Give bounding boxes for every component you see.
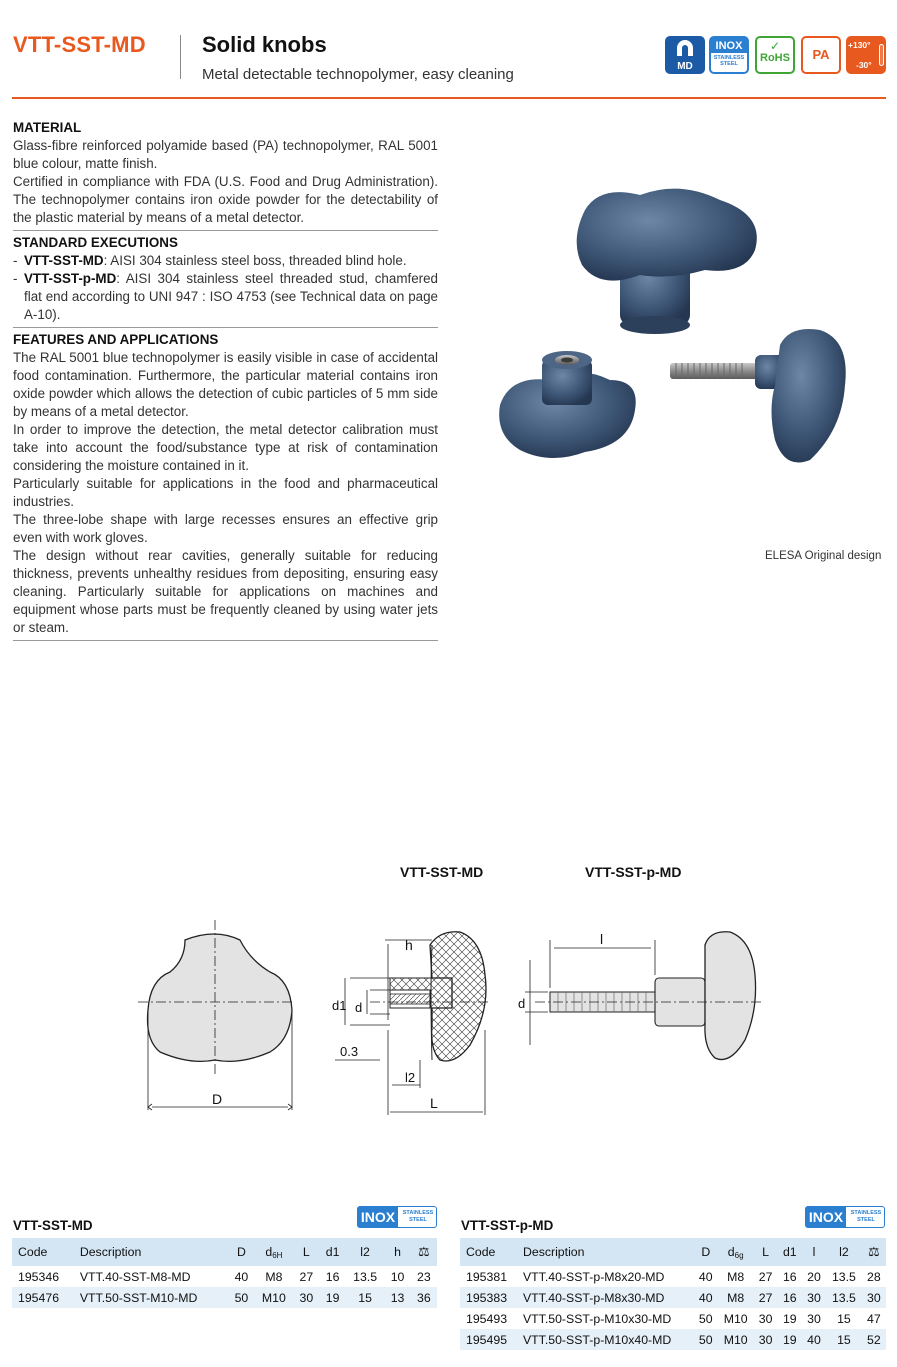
col-d: $d_{6H}$ — [255, 1238, 294, 1266]
table1-title: VTT-SST-MD — [13, 1218, 93, 1233]
col-L: L — [753, 1238, 777, 1266]
header-rule — [12, 97, 886, 99]
cell: 50 — [228, 1287, 254, 1308]
pa-badge: PA — [801, 36, 841, 74]
features-paragraph: In order to improve the detection, the metal detector calibration must take into account the food/substance type at risk of contamination considering the moisture contained in it. — [13, 422, 438, 473]
checkmark-icon: ✓ — [769, 39, 781, 53]
cell: VTT.40-SST-M8-MD — [79, 1269, 191, 1284]
table-header-row — [12, 1238, 437, 1266]
cell: VTT.40-SST-p-M8x20-MD — [522, 1269, 665, 1284]
description-column — [13, 119, 438, 644]
magnet-icon — [665, 36, 705, 62]
features-paragraph: The design without rear cavities, generally suitable for reducing thickness, prevents unhealthy residues from depositing, ensuring easy cleaning. Particularly suitable for applications on machines and equipment whose parts must be frequently cleaned by using water jets or steam. — [13, 548, 438, 635]
col-code: Code — [12, 1238, 74, 1266]
front-view — [148, 934, 293, 1061]
drawing-label-standard: VTT-SST-MD — [400, 864, 484, 880]
material-paragraph: Glass-fibre reinforced polyamide based (PA) technopolymer, RAL 5001 blue colour, matte finish. — [13, 138, 438, 171]
cell: 36 — [411, 1287, 437, 1308]
inox-badge — [709, 36, 749, 74]
col-weight — [411, 1238, 437, 1266]
cell: M10 — [723, 1311, 748, 1326]
cell: 195383 — [460, 1287, 517, 1308]
col-l2: l2 — [826, 1238, 862, 1266]
cell: M8 — [265, 1269, 283, 1284]
cell: 19 — [782, 1311, 797, 1326]
cell: M8 — [727, 1269, 745, 1284]
cell: 195493 — [466, 1311, 508, 1326]
col-code: Code — [460, 1238, 517, 1266]
cell: 13.5 — [826, 1287, 862, 1308]
col-L: L — [293, 1238, 319, 1266]
cell: 13 — [384, 1287, 410, 1308]
col-d1: d1 — [778, 1238, 802, 1266]
cell: M8 — [718, 1287, 754, 1308]
table-row — [460, 1287, 886, 1308]
scale-icon: ⚖ — [418, 1244, 430, 1259]
cell: 27 — [758, 1269, 773, 1284]
dim-D: D — [212, 1091, 223, 1107]
cell: 19 — [319, 1287, 345, 1308]
rohs-badge — [755, 36, 795, 74]
execution-text: : AISI 304 stainless steel boss, threaded blind hole. — [103, 253, 407, 268]
page-subtitle: Metal detectable technopolymer, easy cleaning — [202, 66, 514, 83]
features-paragraph: The three-lobe shape with large recesses ensures an effective grip even with work gloves. — [13, 512, 438, 545]
cell: 19 — [778, 1329, 802, 1350]
cell: VTT.50-SST-p-M10x40-MD — [517, 1329, 694, 1350]
material-heading: MATERIAL — [13, 120, 82, 135]
cell: 195476 — [12, 1287, 74, 1308]
features-paragraph: The RAL 5001 blue technopolymer is easily visible in case of accidental food contamination. Furthermore, the particular material contains iron oxide powder which allows the detection of cubic particles of 5 mm side by means of a metal detector. — [13, 350, 438, 419]
col-l2: l2 — [346, 1238, 385, 1266]
stud-side-view — [550, 932, 756, 1060]
design-credit: ELESA Original design — [765, 550, 882, 562]
table2-inox-badge — [805, 1206, 885, 1228]
cell: 16 — [778, 1287, 802, 1308]
cell: 27 — [299, 1269, 314, 1284]
col-description: Description — [517, 1238, 694, 1266]
cell: 20 — [807, 1269, 821, 1284]
cell: 16 — [782, 1269, 797, 1284]
table2-title: VTT-SST-p-MD — [461, 1218, 554, 1233]
md-label: MD — [677, 61, 693, 72]
cell: 16 — [325, 1269, 340, 1284]
cell: 47 — [867, 1311, 881, 1326]
cell: 30 — [753, 1329, 777, 1350]
inox-label: INOX — [711, 38, 747, 53]
cell: 30 — [802, 1287, 826, 1308]
dim-l2: l2 — [405, 1070, 416, 1085]
knob-boss — [499, 351, 636, 458]
col-D: D — [228, 1238, 254, 1266]
col-weight — [862, 1238, 886, 1266]
features-paragraph: Particularly suitable for applications in the food and pharmaceutical industries. — [13, 476, 438, 509]
list-item: - VTT-SST-MD: AISI 304 stainless steel boss, threaded blind hole. — [13, 253, 407, 268]
cell: VTT.50-SST-p-M10x30-MD — [522, 1311, 672, 1326]
inox-sub-label: STAINLESS STEEL — [850, 1210, 882, 1223]
cell: 195346 — [18, 1269, 60, 1284]
cell: 30 — [293, 1287, 319, 1308]
inox-sub-label: STAINLESS STEEL — [402, 1210, 434, 1223]
execution-code: VTT-SST-p-MD — [24, 271, 117, 286]
cell: 10 — [390, 1269, 405, 1284]
material-section — [13, 119, 438, 231]
cell: 13.5 — [353, 1269, 378, 1284]
material-paragraph: Certified in compliance with FDA (U.S. Food and Drug Administration). The technopolymer contains iron oxide powder for the detectability of the plastic material by means of a metal detector. — [13, 174, 438, 225]
col-l: l — [802, 1238, 826, 1266]
cell: M10 — [255, 1287, 294, 1308]
header-separator — [180, 35, 181, 79]
standard-executions-heading: STANDARD EXECUTIONS — [13, 235, 178, 250]
dim-l: l — [600, 931, 604, 947]
table-row — [460, 1308, 886, 1329]
cell: 50 — [698, 1311, 713, 1326]
execution-code: VTT-SST-MD — [24, 253, 104, 268]
inox-label: INOX — [358, 1207, 398, 1227]
cell: 27 — [753, 1287, 777, 1308]
cell: 40 — [698, 1269, 713, 1284]
cell: 15 — [346, 1287, 385, 1308]
cell: 52 — [862, 1329, 886, 1350]
inox-label: INOX — [806, 1207, 846, 1227]
technical-drawing — [130, 900, 780, 1130]
features-section — [13, 331, 438, 641]
cell: 15 — [837, 1311, 851, 1326]
cell: 23 — [417, 1269, 431, 1284]
scale-icon: ⚖ — [868, 1244, 880, 1259]
cell: 195381 — [466, 1269, 508, 1284]
dim-d: d — [355, 1000, 363, 1015]
cell: 40 — [234, 1269, 249, 1284]
knob-top — [577, 189, 757, 334]
inox-sub-label: STAINLESS STEEL — [713, 55, 745, 67]
cell: M10 — [718, 1329, 754, 1350]
list-item: - VTT-SST-p-MD: AISI 304 stainless steel threaded stud, chamfered flat end according to UNI 947 : ISO 4753 (see Technical data on page A-10). — [13, 271, 438, 322]
cell: 13.5 — [831, 1269, 856, 1284]
cell: 30 — [758, 1311, 773, 1326]
cell: VTT.50-SST-M10-MD — [74, 1287, 228, 1308]
product-photo — [490, 170, 860, 480]
knob-stud — [670, 329, 846, 463]
dim-h: h — [405, 937, 413, 953]
table1 — [12, 1238, 437, 1308]
temp-low: -30° — [856, 60, 872, 70]
thermometer-icon — [879, 44, 884, 66]
table-row — [460, 1266, 886, 1287]
cell: 15 — [826, 1329, 862, 1350]
drawing-label-stud: VTT-SST-p-MD — [585, 864, 682, 880]
table-row — [12, 1266, 437, 1287]
cell: VTT.40-SST-p-M8x30-MD — [517, 1287, 694, 1308]
cell: 50 — [694, 1329, 718, 1350]
dim-offset: 0.3 — [340, 1044, 359, 1059]
col-d: $d_{6g}$ — [718, 1238, 754, 1266]
col-description: Description — [74, 1238, 228, 1266]
page-title: Solid knobs — [202, 32, 327, 57]
temp-high: +130° — [848, 40, 871, 50]
dim-d-stud: d — [518, 996, 526, 1011]
metal-detectable-badge — [665, 36, 705, 74]
col-h: h — [384, 1238, 410, 1266]
cell: 30 — [807, 1311, 821, 1326]
table-header-row — [460, 1238, 886, 1266]
dim-L: L — [430, 1095, 438, 1111]
temperature-badge — [846, 36, 886, 74]
table2 — [460, 1238, 886, 1350]
table-row — [12, 1287, 437, 1308]
cell: 195495 — [460, 1329, 517, 1350]
features-heading: FEATURES AND APPLICATIONS — [13, 332, 219, 347]
product-code: VTT-SST-MD — [13, 32, 146, 57]
cell: 40 — [694, 1287, 718, 1308]
col-d1: d1 — [319, 1238, 345, 1266]
execution-text: : AISI 304 stainless steel threaded stud, chamfered flat end according to UNI 947 : ISO 4753 (see Technical data on page A-10). — [24, 271, 438, 322]
standard-executions-section — [13, 234, 438, 328]
cell: 28 — [867, 1269, 881, 1284]
table-row — [460, 1329, 886, 1350]
col-D: D — [694, 1238, 718, 1266]
table1-inox-badge — [357, 1206, 437, 1228]
rohs-label: RoHS — [760, 52, 790, 64]
dim-d1: d1 — [332, 998, 347, 1013]
cell: 40 — [802, 1329, 826, 1350]
cell: 30 — [862, 1287, 886, 1308]
